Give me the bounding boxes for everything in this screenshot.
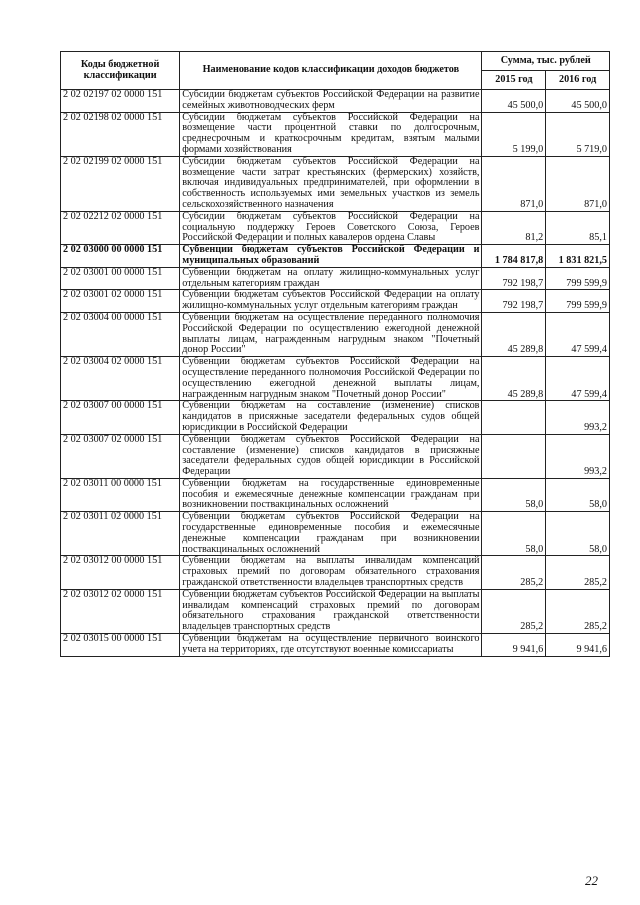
- row-value-2016: 993,2: [546, 434, 610, 478]
- row-value-2015: [482, 434, 546, 478]
- row-value-2016: 799 599,9: [546, 267, 610, 290]
- row-name: Субсидии бюджетам субъектов Российской Федерации на социальную поддержку Героев Советского Союза, Героев Российской Федерации и полных кавалеров ордена Славы: [180, 211, 482, 244]
- row-value-2015: 58,0: [482, 478, 546, 511]
- row-value-2016: 9 941,6: [546, 634, 610, 657]
- table-row: [61, 589, 610, 633]
- table-row: [61, 90, 610, 113]
- row-code: 2 02 03007 02 0000 151: [61, 434, 180, 478]
- row-code: 2 02 03012 02 0000 151: [61, 589, 180, 633]
- table-row: [61, 245, 610, 268]
- row-name: Субсидии бюджетам субъектов Российской Федерации на возмещение части процентной ставки по долгосрочным, среднесрочным и краткосрочным кредитам, взятым малыми формами хозяйствования: [180, 112, 482, 156]
- row-value-2015: [482, 401, 546, 434]
- header-2016: 2016 год: [546, 71, 610, 90]
- table-row: [61, 156, 610, 211]
- row-code: 2 02 03012 00 0000 151: [61, 556, 180, 589]
- row-name: Субвенции бюджетам субъектов Российской Федерации и муниципальных образований: [180, 245, 482, 268]
- row-value-2015: 45 289,8: [482, 312, 546, 356]
- row-value-2016: 1 831 821,5: [546, 245, 610, 268]
- table-row: [61, 312, 610, 356]
- row-value-2016: 993,2: [546, 401, 610, 434]
- table-row: [61, 357, 610, 401]
- row-value-2016: 5 719,0: [546, 112, 610, 156]
- row-code: 2 02 03001 00 0000 151: [61, 267, 180, 290]
- row-name: Субвенции бюджетам на осуществление первичного воинского учета на территориях, где отсутствуют военные комиссариаты: [180, 634, 482, 657]
- row-name: Субвенции бюджетам субъектов Российской Федерации на оплату жилищно-коммунальных услуг отдельным категориям граждан: [180, 290, 482, 313]
- row-name: Субсидии бюджетам субъектов Российской Федерации на развитие семейных животноводческих ферм: [180, 90, 482, 113]
- row-value-2016: 58,0: [546, 478, 610, 511]
- header-2015: 2015 год: [482, 71, 546, 90]
- table-row: [61, 556, 610, 589]
- row-value-2016: 45 500,0: [546, 90, 610, 113]
- table-row: [61, 211, 610, 244]
- row-name: Субвенции бюджетам на осуществление переданного полномочия Российской Федерации по осуществлению ежегодной денежной выплаты лицам, награжденным нагрудным знаком "Почетный донор России": [180, 312, 482, 356]
- row-code: 2 02 03011 02 0000 151: [61, 512, 180, 556]
- row-value-2016: 47 599,4: [546, 357, 610, 401]
- revenue-table: [60, 51, 610, 657]
- row-value-2015: 45 289,8: [482, 357, 546, 401]
- row-code: 2 02 03007 00 0000 151: [61, 401, 180, 434]
- row-value-2016: 85,1: [546, 211, 610, 244]
- row-value-2016: 58,0: [546, 512, 610, 556]
- row-name: Субвенции бюджетам субъектов Российской Федерации на выплаты инвалидам компенсаций страховых премий по договорам обязательного страхования гражданской ответственности владельцев транспортных средств: [180, 589, 482, 633]
- table-row: [61, 512, 610, 556]
- row-code: 2 02 03000 00 0000 151: [61, 245, 180, 268]
- row-code: 2 02 03001 02 0000 151: [61, 290, 180, 313]
- row-name: Субвенции бюджетам на государственные единовременные пособия и ежемесячные денежные компенсации гражданам при возникновении поствакцинальных осложнений: [180, 478, 482, 511]
- header-codes: Коды бюджетной классификации: [61, 52, 180, 90]
- header-name: Наименование кодов классификации доходов бюджетов: [180, 52, 482, 90]
- row-value-2015: 9 941,6: [482, 634, 546, 657]
- row-value-2016: 47 599,4: [546, 312, 610, 356]
- header-sum: Сумма, тыс. рублей: [482, 52, 610, 71]
- row-code: 2 02 02212 02 0000 151: [61, 211, 180, 244]
- row-value-2016: 871,0: [546, 156, 610, 211]
- row-value-2015: 45 500,0: [482, 90, 546, 113]
- row-name: Субвенции бюджетам субъектов Российской Федерации на осуществление переданного полномочия Российской Федерации по осуществлению ежегодной денежной выплаты лицам, награжденным нагрудным знаком "Почетный донор России": [180, 357, 482, 401]
- table-row: [61, 112, 610, 156]
- page-number: 22: [585, 873, 598, 888]
- row-code: 2 02 03011 00 0000 151: [61, 478, 180, 511]
- row-value-2015: 285,2: [482, 589, 546, 633]
- row-code: 2 02 02197 02 0000 151: [61, 90, 180, 113]
- row-value-2015: 285,2: [482, 556, 546, 589]
- row-value-2016: 285,2: [546, 556, 610, 589]
- row-value-2015: 792 198,7: [482, 290, 546, 313]
- row-value-2015: 871,0: [482, 156, 546, 211]
- row-value-2016: 285,2: [546, 589, 610, 633]
- row-code: 2 02 03004 02 0000 151: [61, 357, 180, 401]
- table-row: [61, 290, 610, 313]
- row-code: 2 02 02199 02 0000 151: [61, 156, 180, 211]
- table-row: [61, 634, 610, 657]
- row-code: 2 02 02198 02 0000 151: [61, 112, 180, 156]
- table-row: [61, 267, 610, 290]
- row-name: Субвенции бюджетам субъектов Российской Федерации на составление (изменение) списков кандидатов в присяжные заседатели федеральных судов общей юрисдикции в Российской Федерации: [180, 434, 482, 478]
- table-row: [61, 478, 610, 511]
- row-value-2015: 81,2: [482, 211, 546, 244]
- row-value-2015: 1 784 817,8: [482, 245, 546, 268]
- row-value-2015: 792 198,7: [482, 267, 546, 290]
- row-name: Субвенции бюджетам на оплату жилищно-коммунальных услуг отдельным категориям граждан: [180, 267, 482, 290]
- row-code: 2 02 03004 00 0000 151: [61, 312, 180, 356]
- row-value-2016: 799 599,9: [546, 290, 610, 313]
- row-value-2015: 58,0: [482, 512, 546, 556]
- row-name: Субвенции бюджетам на выплаты инвалидам компенсаций страховых премий по договорам обязательного страхования гражданской ответственности владельцев транспортных средств: [180, 556, 482, 589]
- row-name: Субвенции бюджетам на составление (изменение) списков кандидатов в присяжные заседатели федеральных судов общей юрисдикции в Российской Федерации: [180, 401, 482, 434]
- table-body: [61, 90, 610, 657]
- table-row: [61, 434, 610, 478]
- row-value-2015: 5 199,0: [482, 112, 546, 156]
- table-row: [61, 401, 610, 434]
- row-code: 2 02 03015 00 0000 151: [61, 634, 180, 657]
- row-name: Субсидии бюджетам субъектов Российской Федерации на возмещение части затрат крестьянских (фермерских) хозяйств, включая индивидуальных предпринимателей, при оформлении в собственность используемых ими земельных участков из земель сельскохозяйственного назначения: [180, 156, 482, 211]
- row-name: Субвенции бюджетам субъектов Российской Федерации на государственные единовременные пособия и ежемесячные денежные компенсации гражданам при возникновении поствакцинальных осложнений: [180, 512, 482, 556]
